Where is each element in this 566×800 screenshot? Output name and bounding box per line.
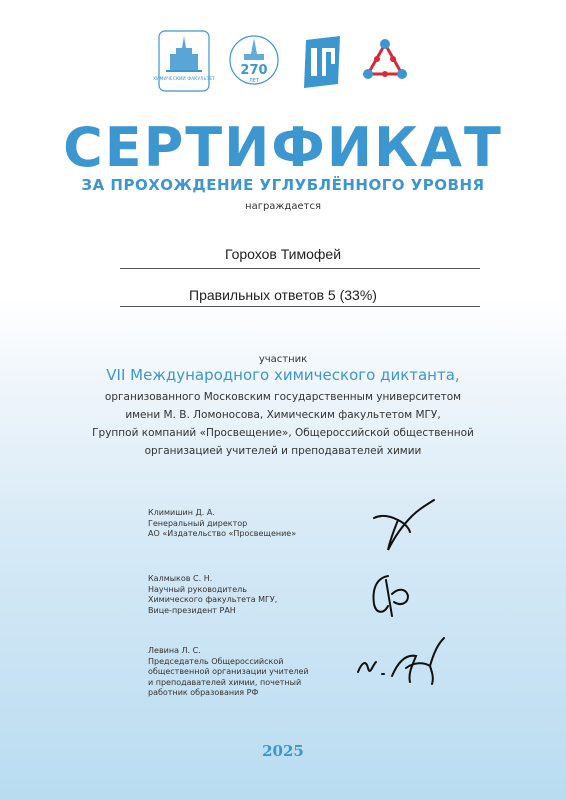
description-line: организацией учителей и преподавателей химии: [144, 445, 422, 457]
description-line: имени М. В. Ломоносова, Химическим факультетом МГУ,: [125, 409, 441, 421]
anniversary-word: ЛЕТ: [249, 78, 259, 84]
event-title: VII Международного химического диктанта,: [106, 366, 460, 384]
recipient-name: Горохов Тимофей: [224, 246, 342, 262]
description-line: организованного Московским государственным университетом: [104, 391, 462, 403]
signatory-block: [148, 646, 378, 699]
signature-image: [368, 496, 438, 556]
signatory-block: [148, 508, 378, 540]
prosveshchenie-logo: [300, 36, 344, 88]
result-underline: [120, 306, 480, 307]
signatory-title: Вице-президент РАН: [148, 605, 236, 615]
result-text: Правильных ответов 5 (33%): [189, 287, 377, 303]
certificate-year: 2025: [262, 742, 304, 760]
signatory-title: работник образования РФ: [148, 688, 259, 697]
signature-image: [364, 570, 414, 620]
signatory-block: [148, 574, 378, 616]
msu-chemistry-logo: [153, 30, 215, 92]
signatory-title: Генеральный директор: [148, 518, 248, 528]
event-description: [0, 388, 566, 460]
signatory-title: общественной организации учителей: [148, 667, 309, 676]
signatory-title: Научный руководитель: [148, 584, 247, 594]
participant-label: участник: [258, 354, 308, 365]
signatory-title: Председатель Общероссийской: [148, 656, 284, 666]
anniversary-number: 270: [240, 63, 268, 78]
signatory-title: и преподавателей химии, почетный: [148, 677, 302, 687]
msu-logo-text: ХИМИЧЕСКИЙ ФАКУЛЬТЕТ: [153, 77, 215, 82]
signatory-name: Калмыков С. Н.: [148, 574, 213, 583]
signatory-name: Климишин Д. А.: [148, 508, 215, 517]
teachers-organization-logo: [362, 38, 408, 84]
signatory-title: Химического факультета МГУ,: [148, 595, 278, 604]
signature-image: [350, 632, 450, 692]
description-line: Группой компаний «Просвещение», Общероссийской общественной: [92, 427, 474, 439]
signatory-name: Левина Л. С.: [148, 646, 201, 655]
270-years-logo: [228, 30, 280, 92]
logo-row: [0, 30, 566, 92]
name-underline: [120, 268, 480, 269]
signatory-title: АО «Издательство «Просвещение»: [148, 529, 297, 538]
awarded-label: награждается: [245, 201, 321, 212]
certificate-title: СЕРТИФИКАТ: [63, 116, 503, 179]
certificate-subtitle: ЗА ПРОХОЖДЕНИЕ УГЛУБЛЁННОГО УРОВНЯ: [81, 176, 485, 194]
